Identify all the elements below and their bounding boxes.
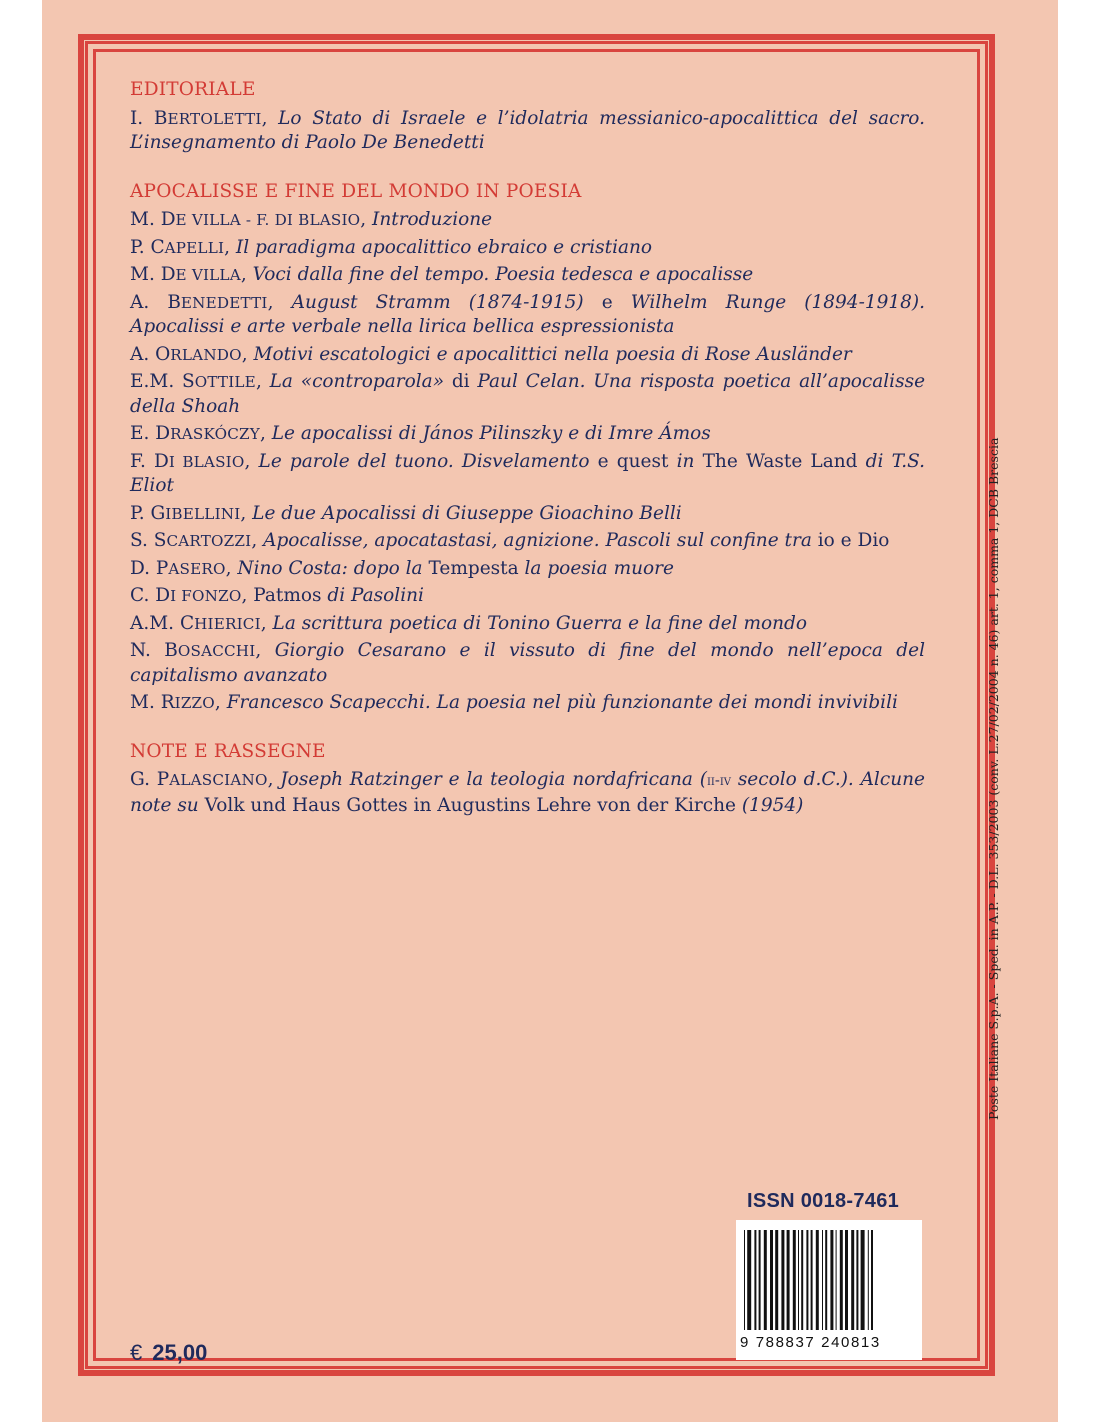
- author-initial: M. D: [130, 209, 176, 230]
- postal-note: Poste Italiane S.p.A. - Sped. in A.P. - D.L. 353/2003 (conv. L.27/02/2004 n. 46) art. 1, comma 1, DCB Brescia: [986, 437, 1001, 1120]
- entry-title-part: Joseph Ratzinger e la teologia nordafricana (: [280, 769, 707, 790]
- author-initial: A. B: [130, 291, 181, 313]
- author-initial: S. S: [130, 530, 167, 551]
- barcode-bars: [744, 1230, 914, 1332]
- author-initial: G. P: [130, 769, 170, 790]
- author-surname: ENEDETTI: [180, 293, 268, 312]
- author-initial: P. C: [130, 236, 165, 258]
- author-surname: ASERO: [168, 559, 226, 578]
- toc-entry: A.M. CHIERICI, La scrittura poetica di Tonino Guerra e la fine del mondo: [130, 612, 808, 634]
- entry-author: [130, 558, 226, 579]
- entry-author: [130, 530, 251, 551]
- toc-entry: N. BOSACCHI, Giorgio Cesarano e il vissuto di fine del mondo nell’epoca del capitalismo avanzato: [130, 640, 926, 686]
- author-initial: M. D: [130, 264, 176, 285]
- author-surname: OSACCHI: [177, 642, 256, 660]
- entry-title-part: Le apocalissi di János Pilinszky e di Imre Ámos: [271, 423, 711, 444]
- section-title: APOCALISSE E FINE DEL MONDO IN POESIA: [130, 180, 582, 202]
- barcode: [736, 1220, 922, 1360]
- entry-title-part: Wilhelm Runge (1894-1918). Apocalissi e arte verbale nella lirica bellica espressionista: [130, 291, 926, 337]
- entry-title-part: Il paradigma apocalittico ebraico e cristiano: [235, 236, 653, 258]
- toc-entry: M. DE VILLA, Voci dalla fine del tempo. Poesia tedesca e apocalisse: [130, 264, 754, 285]
- toc-entry: S. SCARTOZZI, Apocalisse, apocatastasi, agnizione. Pascoli sul confine tra io e Dio: [130, 530, 890, 551]
- toc-entry: A. ORLANDO, Motivi escatologici e apocalittici nella poesia di Rose Ausländer: [130, 343, 852, 365]
- toc-entry: M. DE VILLA - F. DI BLASIO, Introduzione: [130, 209, 493, 230]
- toc-entry: F. DI BLASIO, Le parole del tuono. Disvelamento e quest in The Waste Land di T.S. Eliot: [130, 450, 925, 496]
- entry-title-part: »: [432, 371, 452, 392]
- entry-author: [130, 423, 260, 444]
- toc-entry: I. BERTOLETTI, Lo Stato di Israele e l’idolatria messianico-apocalittica del sacro. L’insegnamento di Paolo De Benedetti: [130, 107, 925, 153]
- author-initial: D. P: [130, 557, 169, 579]
- entry-title-part: Francesco Scapecchi. La poesia nel più funzionante dei mondi invivibili: [226, 692, 898, 713]
- entry-title-part: Patmos: [253, 585, 322, 606]
- section-title: NOTE E RASSEGNE: [130, 740, 326, 762]
- entry-author: [130, 640, 255, 661]
- entry-title-part: quest: [616, 450, 669, 472]
- entry-title-part: Le due Apocalissi di Giuseppe Gioachino Belli: [252, 502, 682, 524]
- entry-title-part: Volk und Haus Gottes in Augustins Lehre von der Kirche: [198, 794, 736, 816]
- author-surname: RASKÓCZY: [170, 425, 260, 443]
- author-surname: I FONZO: [170, 587, 242, 605]
- author-surname: HIERICI: [194, 614, 261, 633]
- entry-author: [130, 692, 215, 713]
- entry-title-part: Apocalisse, apocatastasi, agnizione. Pascoli sul confine tra: [263, 530, 812, 551]
- entry-title-part: e: [589, 450, 617, 472]
- price: [130, 1340, 207, 1366]
- author-surname: ERTOLETTI: [167, 109, 262, 128]
- author-surname: CARTOZZI: [166, 532, 252, 550]
- toc-entry: E. DRASKÓCZY, Le apocalissi di János Pilinszky e di Imre Ámos: [130, 423, 711, 444]
- author-initial: I. B: [130, 107, 168, 129]
- author-initial: E. D: [130, 423, 171, 444]
- entry-author: [130, 108, 262, 129]
- author-initial: F. D: [130, 450, 169, 472]
- author-surname: ALASCIANO: [169, 771, 268, 789]
- author-surname: APELLI: [164, 238, 225, 257]
- author-initial: A. O: [130, 343, 171, 365]
- entry-title-part: Motivi escatologici e apocalittici nella poesia di Rose Ausländer: [253, 343, 852, 365]
- toc-entry: M. RIZZO, Francesco Scapecchi. La poesia nel più funzionante dei mondi invivibili: [130, 692, 898, 713]
- entry-author: [130, 451, 244, 472]
- entry-title-part: The Waste Land: [702, 450, 858, 472]
- entry-author: [130, 344, 242, 365]
- entry-author: [130, 585, 241, 606]
- entry-title-part: di: [451, 371, 470, 392]
- entry-title-part: La scrittura poetica di Tonino Guerra e la fine del mondo: [272, 612, 808, 634]
- toc-entry: A. BENEDETTI, August Stramm (1874-1915) e Wilhelm Runge (1894-1918). Apocalissi e arte verbale nella lirica bellica espressionista: [130, 291, 926, 337]
- toc-section: [130, 180, 925, 716]
- entry-title-part: Le parole del tuono. Disvelamento: [258, 450, 590, 472]
- toc-section: [130, 78, 925, 156]
- toc-entry: P. CAPELLI, Il paradigma apocalittico ebraico e cristiano: [130, 236, 653, 258]
- table-of-contents: [130, 78, 925, 842]
- entry-title-part: Lo Stato di Israele e l’idolatria messianico-apocalittica del sacro. L’insegnamento di Paolo De Benedetti: [130, 107, 925, 153]
- toc-entry: P. GIBELLINI, Le due Apocalissi di Giuseppe Gioachino Belli: [130, 502, 682, 524]
- author-initial: A.M. C: [130, 612, 195, 634]
- entry-title-part: di T.S. Eliot: [130, 450, 925, 496]
- entry-author: [130, 503, 240, 524]
- entry-title-part: e: [583, 291, 631, 313]
- entry-author: [130, 769, 268, 790]
- author-surname: I BLASIO: [168, 452, 245, 471]
- author-surname: OTTILE: [194, 373, 256, 391]
- author-surname: RLANDO: [170, 345, 242, 364]
- barcode-digits: 9 788837 240813: [740, 1334, 881, 1351]
- entry-author: [130, 613, 261, 634]
- author-initial: C. D: [130, 585, 171, 606]
- toc-entry: G. PALASCIANO, Joseph Ratzinger e la teologia nordafricana (ii-iv secolo d.C.). Alcune note su Volk und Haus Gottes in Augustins Lehre von der Kirche (1954): [130, 769, 925, 816]
- entry-title-part: Voci dalla fine del tempo. Poesia tedesca e apocalisse: [252, 264, 754, 285]
- entry-title-part: Giorgio Cesarano e il vissuto di fine del mondo nell’epoca del capitalismo avanzato: [130, 640, 926, 686]
- entry-title-part: io e Dio: [811, 530, 890, 551]
- entry-title-part: La «: [269, 371, 313, 392]
- entry-author: [130, 237, 224, 258]
- price-amount: 25,00: [152, 1340, 208, 1365]
- entry-title-part: Tempesta: [422, 557, 519, 579]
- entry-title-part: Paul Celan. Una risposta poetica all’apocalisse della Shoah: [130, 371, 926, 417]
- entry-title-part: la poesia muore: [518, 557, 674, 579]
- author-initial: M. R: [130, 692, 175, 713]
- entry-title-part: in: [668, 450, 703, 472]
- author-surname: E VILLA - F. DI BLASIO: [175, 211, 361, 229]
- entry-title-part: secolo d.C.). Alcune note su: [130, 769, 925, 816]
- entry-author: [130, 292, 268, 313]
- entry-title-part: controparola: [312, 371, 433, 392]
- price-currency: €: [130, 1340, 143, 1365]
- entry-title-part: August Stramm (1874-1915): [291, 291, 584, 313]
- entry-title-part: ii-iv: [706, 772, 732, 789]
- author-surname: IBELLINI: [165, 504, 241, 523]
- toc-entry: C. DI FONZO, Patmos di Pasolini: [130, 585, 424, 606]
- toc-section: [130, 740, 925, 819]
- author-surname: IZZO: [174, 694, 215, 712]
- entry-title-part: Nino Costa: dopo la: [237, 557, 423, 579]
- section-title: EDITORIALE: [130, 79, 256, 100]
- author-initial: E.M. S: [130, 371, 195, 392]
- author-surname: E VILLA: [175, 266, 241, 284]
- issn-label: ISSN 0018-7461: [747, 1190, 900, 1212]
- entry-title-part: Introduzione: [372, 209, 493, 230]
- entry-author: [130, 371, 256, 392]
- author-initial: N. B: [130, 640, 178, 661]
- entry-author: [130, 209, 360, 230]
- entry-title-part: (1954): [735, 794, 804, 816]
- entry-title-part: di Pasolini: [321, 585, 424, 606]
- author-initial: P. G: [130, 502, 166, 524]
- entry-author: [130, 264, 241, 285]
- toc-entry: D. PASERO, Nino Costa: dopo la Tempesta la poesia muore: [130, 557, 674, 579]
- toc-entry: E.M. SOTTILE, La «controparola» di Paul Celan. Una risposta poetica all’apocalisse della Shoah: [130, 371, 926, 417]
